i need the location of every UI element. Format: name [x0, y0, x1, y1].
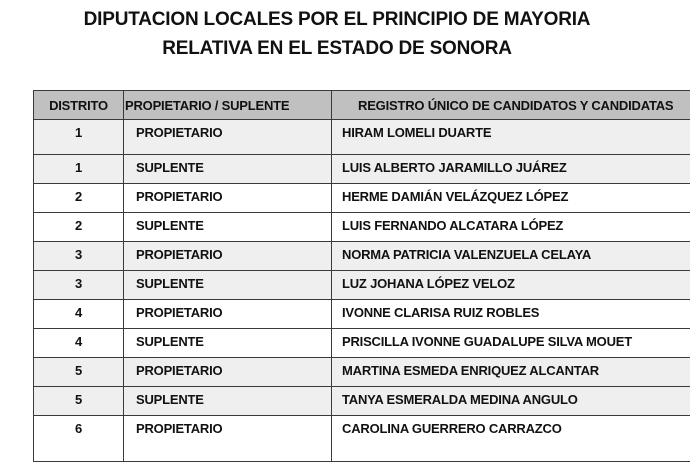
column-header-propietario-suplente: PROPIETARIO / SUPLENTE	[124, 91, 332, 120]
cell-distrito: 5	[34, 358, 124, 387]
cell-distrito: 3	[34, 271, 124, 300]
table-row	[34, 300, 690, 329]
cell-nombre: PRISCILLA IVONNE GUADALUPE SILVA MOUET	[332, 329, 690, 358]
cell-tipo: PROPIETARIO	[124, 416, 332, 462]
cell-tipo: SUPLENTE	[124, 155, 332, 184]
document-title-line-2: RELATIVA EN EL ESTADO DE SONORA	[0, 38, 674, 60]
cell-distrito: 4	[34, 329, 124, 358]
table-row	[34, 271, 690, 300]
cell-nombre: TANYA ESMERALDA MEDINA ANGULO	[332, 387, 690, 416]
cell-tipo: PROPIETARIO	[124, 120, 332, 155]
cell-distrito: 5	[34, 387, 124, 416]
cell-distrito: 3	[34, 242, 124, 271]
cell-tipo: SUPLENTE	[124, 213, 332, 242]
table-header-row	[34, 91, 690, 120]
table-row	[34, 329, 690, 358]
cell-nombre: NORMA PATRICIA VALENZUELA CELAYA	[332, 242, 690, 271]
table-row	[34, 155, 690, 184]
cell-nombre: CAROLINA GUERRERO CARRAZCO	[332, 416, 690, 462]
cell-nombre: HERME DAMIÁN VELÁZQUEZ LÓPEZ	[332, 184, 690, 213]
candidates-table-container	[33, 90, 690, 462]
table-row	[34, 387, 690, 416]
cell-distrito: 4	[34, 300, 124, 329]
table-row	[34, 416, 690, 462]
column-header-registro: REGISTRO ÚNICO DE CANDIDATOS Y CANDIDATAS	[332, 91, 690, 120]
candidates-table	[33, 90, 690, 462]
table-row	[34, 184, 690, 213]
cell-distrito: 2	[34, 213, 124, 242]
cell-nombre: MARTINA ESMEDA ENRIQUEZ ALCANTAR	[332, 358, 690, 387]
cell-distrito: 1	[34, 120, 124, 155]
table-row	[34, 120, 690, 155]
cell-distrito: 1	[34, 155, 124, 184]
cell-nombre: LUIS ALBERTO JARAMILLO JUÁREZ	[332, 155, 690, 184]
table-row	[34, 358, 690, 387]
cell-distrito: 2	[34, 184, 124, 213]
cell-nombre: IVONNE CLARISA RUIZ ROBLES	[332, 300, 690, 329]
cell-nombre: LUIS FERNANDO ALCATARA LÓPEZ	[332, 213, 690, 242]
table-row	[34, 242, 690, 271]
column-header-distrito: DISTRITO	[34, 91, 124, 120]
cell-tipo: SUPLENTE	[124, 329, 332, 358]
cell-distrito: 6	[34, 416, 124, 462]
cell-nombre: LUZ JOHANA LÓPEZ VELOZ	[332, 271, 690, 300]
cell-tipo: PROPIETARIO	[124, 242, 332, 271]
cell-nombre: HIRAM LOMELI DUARTE	[332, 120, 690, 155]
table-row	[34, 213, 690, 242]
cell-tipo: PROPIETARIO	[124, 358, 332, 387]
document-title-line-1: DIPUTACION LOCALES POR EL PRINCIPIO DE MAYORIA	[0, 9, 674, 31]
cell-tipo: SUPLENTE	[124, 387, 332, 416]
cell-tipo: PROPIETARIO	[124, 184, 332, 213]
cell-tipo: SUPLENTE	[124, 271, 332, 300]
cell-tipo: PROPIETARIO	[124, 300, 332, 329]
